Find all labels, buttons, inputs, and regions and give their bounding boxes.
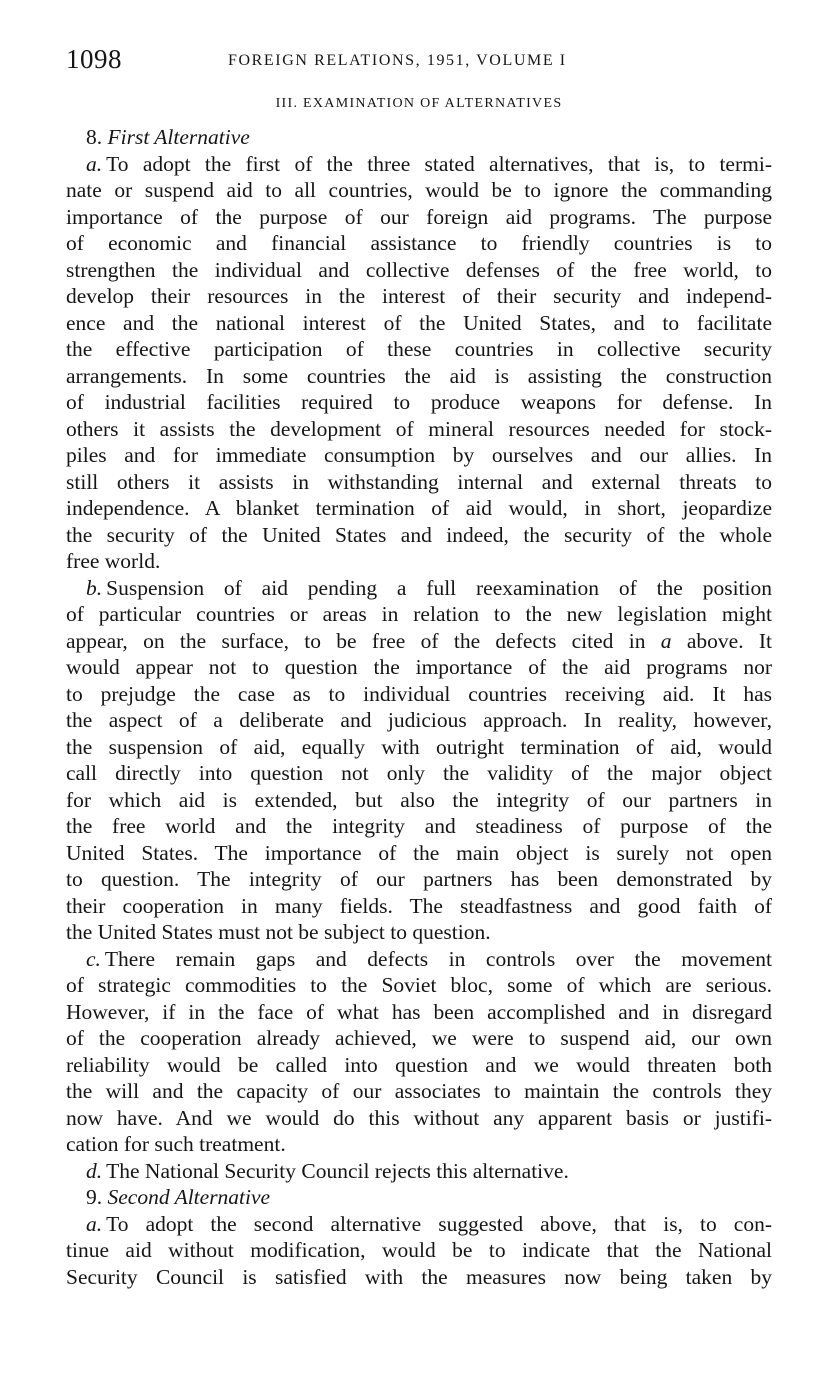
section-heading: III. EXAMINATION OF ALTERNATIVES <box>275 96 563 111</box>
text-line: of particular countries or areas in relation to the new legislation might <box>66 602 772 626</box>
paragraph-number: 9. <box>86 1185 103 1209</box>
text-line: d. The National Security Council rejects this alternative. <box>86 1158 569 1183</box>
text-line: still others it assists in withstanding internal and external threats to <box>66 469 772 494</box>
text-line: However, if in the face of what has been accomplished and in disregard <box>66 999 772 1024</box>
text-line: call directly into question not only the validity of the major object <box>66 761 772 785</box>
text-line: their cooperation in many fields. The steadfastness and good faith of <box>66 893 772 918</box>
text-line: importance of the purpose of our foreign aid programs. The purpose <box>66 204 772 229</box>
subparagraph-label: c. <box>86 946 101 971</box>
text-line: of the cooperation already achieved, we were to suspend aid, our own <box>66 1026 772 1050</box>
text-line: to question. The integrity of our partners has been demonstrated by <box>66 867 772 891</box>
text-line: the free world and the integrity and steadiness of purpose of the <box>66 814 772 838</box>
text-line: arrangements. In some countries the aid is assisting the construction <box>66 363 772 388</box>
page-number: 1098 <box>66 44 122 74</box>
text-line: of industrial facilities required to produce weapons for defense. In <box>66 390 772 414</box>
text-line: b. Suspension of aid pending a full reexamination of the position <box>86 575 772 600</box>
text-line: the suspension of aid, equally with outright termination of aid, would <box>66 734 772 759</box>
subparagraph-label: b. <box>86 575 103 600</box>
text-line: tinue aid without modification, would be to indicate that the National <box>66 1238 772 1262</box>
body-text <box>66 124 772 1290</box>
text-line: nate or suspend aid to all countries, would be to ignore the commanding <box>66 178 772 202</box>
text-line: Security Council is satisfied with the measures now being taken by <box>66 1264 772 1289</box>
text-line: strengthen the individual and collective defenses of the free world, to <box>66 257 772 282</box>
paragraph-8c <box>66 946 772 1158</box>
text-line: ence and the national interest of the United States, and to facilitate <box>66 310 772 335</box>
text-line: of strategic commodities to the Soviet bloc, some of which are serious. <box>66 973 772 997</box>
paragraph-title: Second Alternative <box>107 1185 271 1209</box>
text-line: free world. <box>66 549 161 573</box>
paragraph-9-heading <box>66 1184 772 1211</box>
paragraph-9a <box>66 1211 772 1291</box>
text-line: to prejudge the case as to individual countries receiving aid. It has <box>66 681 772 706</box>
text-line: a. To adopt the first of the three stated alternatives, that is, to termi- <box>86 151 772 176</box>
text-line: independence. A blanket termination of aid would, in short, jeopardize <box>66 496 772 520</box>
text-line: the aspect of a deliberate and judicious approach. In reality, however, <box>66 708 772 732</box>
text-line: for which aid is extended, but also the integrity of our partners in <box>66 787 772 812</box>
text-line: appear, on the surface, to be free of the defects cited in a above. It <box>66 628 773 653</box>
text-line: reliability would be called into question and we would threaten both <box>66 1052 772 1077</box>
text-line: a. To adopt the second alternative suggested above, that is, to con- <box>86 1211 772 1236</box>
text-line: the United States must not be subject to question. <box>66 920 491 944</box>
subparagraph-label: d. <box>86 1158 103 1183</box>
cross-reference: a <box>660 628 672 653</box>
text-line: the will and the capacity of our associates to maintain the controls they <box>66 1079 772 1103</box>
text-line: now have. And we would do this without any apparent basis or justifi- <box>66 1105 772 1130</box>
paragraph-8-heading <box>66 124 772 151</box>
paragraph-8d <box>66 1158 772 1185</box>
paragraph-8b <box>66 575 772 946</box>
paragraph-title: First Alternative <box>107 125 250 149</box>
text-line: of economic and financial assistance to friendly countries is to <box>66 231 772 255</box>
running-title: FOREIGN RELATIONS, 1951, VOLUME I <box>228 52 567 69</box>
text-line: United States. The importance of the main object is surely not open <box>66 840 772 865</box>
running-header <box>66 44 772 78</box>
text-line: the security of the United States and indeed, the security of the whole <box>66 522 772 547</box>
subparagraph-label: a. <box>86 1211 103 1236</box>
text-line: piles and for immediate consumption by ourselves and our allies. In <box>66 443 772 467</box>
paragraph-8a <box>66 151 772 575</box>
text-line: the effective participation of these countries in collective security <box>66 337 772 361</box>
text-line: would appear not to question the importance of the aid programs nor <box>66 655 772 679</box>
text-line: develop their resources in the interest of their security and independ- <box>66 284 772 308</box>
subparagraph-label: a. <box>86 151 103 176</box>
text-line: others it assists the development of mineral resources needed for stock- <box>66 416 772 441</box>
paragraph-number: 8. <box>86 125 103 149</box>
text-line: cation for such treatment. <box>66 1132 286 1156</box>
text-line: c. There remain gaps and defects in controls over the movement <box>86 946 772 971</box>
